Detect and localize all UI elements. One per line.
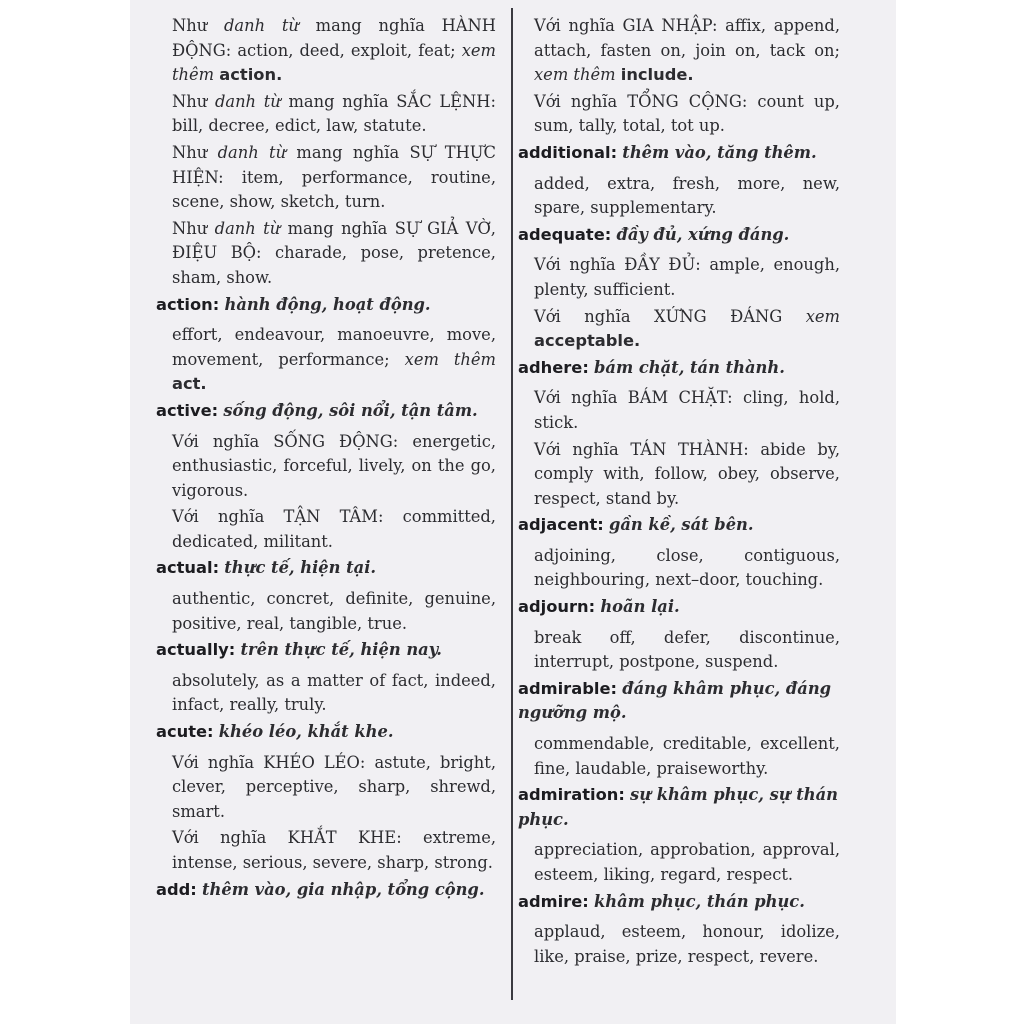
- left-entries: [156, 293, 496, 903]
- headword-meaning: thực tế, hiện tại.: [224, 558, 377, 578]
- sense-text: [156, 669, 496, 718]
- entry-heading: [518, 783, 840, 832]
- dictionary-entry: [518, 783, 840, 887]
- sense-fragment: authentic, concret, definite, genuine, positive, real, tangible, true.: [172, 589, 496, 633]
- entry-heading: [156, 720, 496, 745]
- headword-meaning: đáng khâm phục, đáng ngưỡng mộ.: [518, 678, 832, 723]
- sense-fragment: Với nghĩa TẬN TÂM: committed, dedicated, militant.: [172, 507, 496, 551]
- right-entries: [518, 141, 840, 969]
- right-continuation: [518, 14, 840, 139]
- dictionary-entry: [518, 356, 840, 512]
- sense-text: [518, 90, 840, 139]
- headword: admiration:: [518, 785, 625, 805]
- italic-label: danh từ: [217, 142, 287, 162]
- dictionary-entry: [518, 141, 840, 221]
- headword: additional:: [518, 142, 618, 162]
- sense-fragment: Với nghĩa XỨNG ĐÁNG: [534, 306, 806, 326]
- dictionary-entry: [518, 677, 840, 781]
- entry-heading: [156, 878, 496, 903]
- entry-heading: [156, 293, 496, 318]
- sense-fragment: mang nghĩa SỰ GIẢ VỜ, ĐIỆU BỘ: charade, pose, pretence, sham, show.: [172, 218, 496, 287]
- headword: actual:: [156, 558, 220, 578]
- sense-fragment: Với nghĩa KHẮT KHE: extreme, intense, serious, severe, sharp, strong.: [172, 828, 496, 872]
- italic-label: xem thêm: [404, 349, 496, 369]
- sense-fragment: Với nghĩa TÁN THÀNH: abide by, comply with, follow, obey, observe, respect, stand by.: [534, 439, 840, 508]
- entry-heading: [518, 223, 840, 248]
- column-divider: [511, 8, 513, 1000]
- headword-meaning: đầy đủ, xứng đáng.: [616, 224, 790, 244]
- dictionary-entry: [156, 720, 496, 876]
- dictionary-entry: [518, 890, 840, 970]
- sense-text: [156, 430, 496, 504]
- cross-reference: include.: [620, 65, 694, 85]
- headword-meaning: khéo léo, khắt khe.: [218, 722, 394, 742]
- dictionary-entry: [156, 878, 496, 903]
- sense-text: [518, 386, 840, 435]
- dictionary-page: [130, 0, 896, 1024]
- headword-meaning: khâm phục, thán phục.: [593, 891, 805, 911]
- dictionary-entry: [518, 513, 840, 593]
- dictionary-entry: [156, 556, 496, 636]
- sense-fragment: mang nghĩa SẮC LỆNH: bill, decree, edict, law, statute.: [172, 91, 496, 136]
- entry-heading: [518, 356, 840, 381]
- headword: adhere:: [518, 357, 589, 377]
- sense-text: [518, 438, 840, 512]
- cross-reference: acceptable.: [534, 331, 641, 351]
- italic-label: danh từ: [224, 16, 299, 35]
- sense-fragment: applaud, esteem, honour, idolize, like, praise, prize, respect, revere.: [534, 922, 840, 966]
- headword: adjourn:: [518, 597, 596, 617]
- sense-fragment: commendable, creditable, excellent, fine, laudable, praiseworthy.: [534, 734, 840, 778]
- headword-meaning: trên thực tế, hiện nay.: [240, 640, 442, 660]
- cross-reference: action.: [219, 65, 283, 85]
- sense-fragment: Với nghĩa ĐẦY ĐỦ: ample, enough, plenty, sufficient.: [534, 255, 840, 299]
- sense-fragment: mang nghĩa SỰ THỰC HIỆN: item, performance, routine, scene, show, sketch, turn.: [172, 142, 496, 212]
- sense-text: [518, 253, 840, 302]
- left-column: [156, 14, 496, 908]
- headword: admirable:: [518, 678, 617, 698]
- headword-meaning: thêm vào, gia nhập, tổng cộng.: [202, 879, 485, 899]
- sense-fragment: Với nghĩa GIA NHẬP: affix, append, attach, fasten on, join on, tack on;: [534, 16, 840, 60]
- headword-meaning: bám chặt, tán thành.: [594, 357, 785, 377]
- italic-label: danh từ: [214, 218, 281, 238]
- entry-heading: [518, 141, 840, 166]
- headword: actually:: [156, 640, 236, 660]
- entry-heading: [156, 556, 496, 581]
- sense-fragment: Như: [172, 218, 215, 238]
- sense-fragment: Với nghĩa SỐNG ĐỘNG: energetic, enthusiastic, forceful, lively, on the go, vigorous.: [172, 431, 496, 500]
- sense-text: [518, 544, 840, 593]
- sense-fragment: Như: [172, 16, 224, 35]
- sense-text: [156, 505, 496, 554]
- entry-heading: [156, 638, 496, 663]
- sense-fragment: Như: [172, 142, 218, 162]
- sense-text: [156, 90, 496, 139]
- headword-meaning: gần kề, sát bên.: [608, 515, 754, 535]
- sense-text: [518, 626, 840, 675]
- sense-fragment: Với nghĩa BÁM CHẶT: cling, hold, stick.: [534, 388, 840, 432]
- dictionary-entry: [156, 638, 496, 718]
- sense-fragment: effort, endeavour, manoeuvre, move, movement, performance;: [172, 325, 496, 369]
- sense-text: [518, 838, 840, 887]
- right-column: [518, 14, 840, 971]
- italic-label: danh từ: [214, 91, 281, 111]
- entry-heading: [518, 513, 840, 538]
- headword-meaning: hành động, hoạt động.: [224, 294, 431, 314]
- sense-text: [156, 826, 496, 875]
- entry-heading: [518, 677, 840, 726]
- sense-text: [518, 14, 840, 88]
- headword-meaning: sự khâm phục, sự thán phục.: [518, 785, 839, 829]
- headword: active:: [156, 400, 219, 420]
- entry-heading: [518, 890, 840, 915]
- sense-fragment: break off, defer, discontinue, interrupt, postpone, suspend.: [534, 627, 840, 672]
- sense-text: [156, 587, 496, 636]
- sense-text: [156, 751, 496, 825]
- sense-text: [156, 14, 496, 88]
- sense-fragment: added, extra, fresh, more, new, spare, supplementary.: [534, 173, 840, 218]
- sense-fragment: absolutely, as a matter of fact, indeed, infact, really, truly.: [172, 670, 496, 715]
- entry-heading: [518, 595, 840, 620]
- sense-text: [518, 920, 840, 969]
- dictionary-entry: [518, 223, 840, 354]
- sense-text: [518, 305, 840, 354]
- headword: admire:: [518, 891, 589, 911]
- headword: adequate:: [518, 224, 612, 244]
- sense-fragment: Như: [172, 91, 215, 111]
- sense-fragment: Với nghĩa KHÉO LÉO: astute, bright, clever, perceptive, sharp, shrewd, smart.: [172, 752, 496, 821]
- dictionary-entry: [518, 595, 840, 675]
- sense-fragment: adjoining, close, contiguous, neighbouring, next–door, touching.: [534, 545, 840, 590]
- headword: adjacent:: [518, 515, 604, 535]
- sense-text: [156, 141, 496, 215]
- left-continuation: [156, 14, 496, 291]
- sense-fragment: appreciation, approbation, approval, esteem, liking, regard, respect.: [534, 840, 840, 884]
- headword: add:: [156, 879, 197, 899]
- sense-fragment: Với nghĩa TỔNG CỘNG: count up, sum, tally, total, tot up.: [534, 91, 840, 136]
- entry-heading: [156, 399, 496, 424]
- sense-fragment: mang nghĩa HÀNH ĐỘNG: action, deed, exploit, feat;: [172, 16, 496, 60]
- headword: action:: [156, 294, 220, 314]
- headword-meaning: hoãn lại.: [600, 597, 680, 617]
- dictionary-entry: [156, 399, 496, 555]
- cross-reference: act.: [172, 374, 207, 394]
- italic-label: xem: [805, 306, 840, 326]
- headword-meaning: sống động, sôi nổi, tận tâm.: [223, 400, 478, 420]
- sense-text: [518, 172, 840, 221]
- dictionary-entry: [156, 293, 496, 397]
- italic-label: xem thêm: [534, 65, 616, 85]
- sense-text: [156, 217, 496, 291]
- italic-label: xem thêm: [172, 40, 496, 85]
- sense-text: [156, 323, 496, 397]
- headword-meaning: thêm vào, tăng thêm.: [622, 142, 817, 162]
- sense-text: [518, 732, 840, 781]
- headword: acute:: [156, 722, 214, 742]
